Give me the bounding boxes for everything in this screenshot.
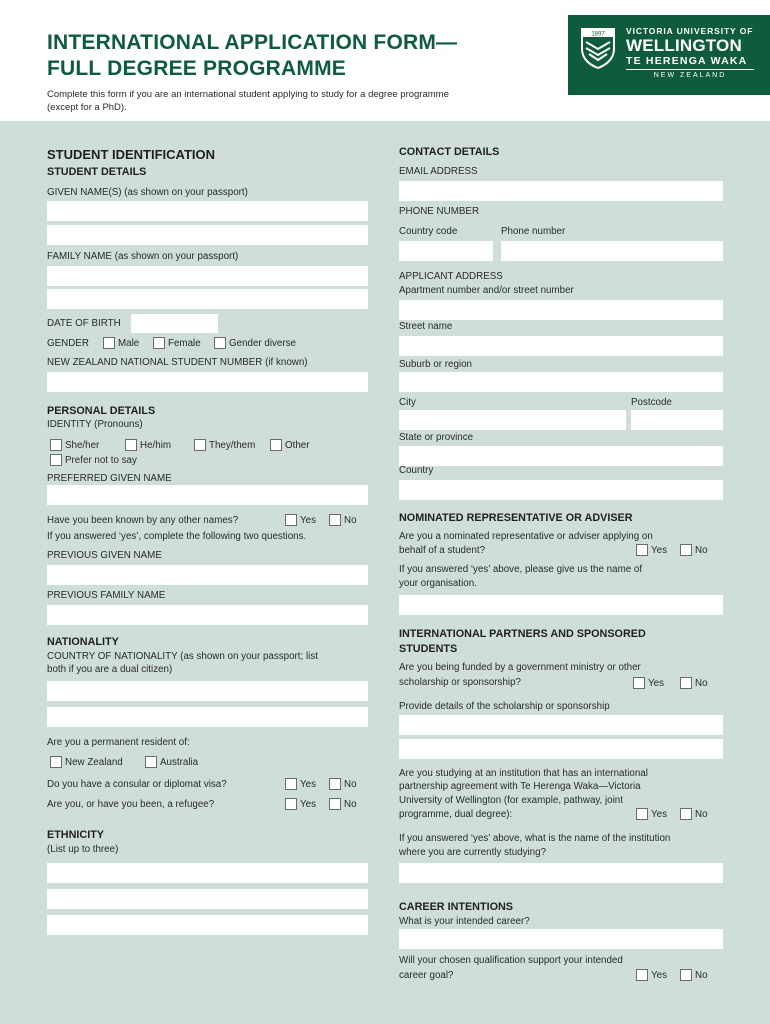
intl-partners-heading-line2: STUDENTS	[399, 643, 458, 655]
logo-line1: VICTORIA UNIVERSITY OF	[626, 26, 754, 36]
dob-label: DATE OF BIRTH	[47, 318, 121, 329]
pronoun-she-checkbox[interactable]	[50, 439, 62, 451]
gender-male-label: Male	[118, 338, 140, 349]
form-title	[47, 30, 457, 82]
preferred-given-name-field[interactable]	[47, 485, 368, 505]
nsn-field[interactable]	[47, 372, 368, 392]
country-code-field[interactable]	[399, 241, 493, 261]
city-label: City	[399, 397, 416, 408]
logo-line4: NEW ZEALAND	[653, 72, 727, 79]
career-support-yes-checkbox[interactable]	[636, 969, 648, 981]
form-header	[0, 0, 770, 121]
logo-line2: WELLINGTON	[626, 36, 742, 55]
apartment-field[interactable]	[399, 300, 723, 320]
partner-question-line4: programme, dual degree):	[399, 809, 513, 820]
university-logo	[568, 15, 770, 95]
pronoun-he-checkbox[interactable]	[125, 439, 137, 451]
nominated-no-checkbox[interactable]	[680, 544, 692, 556]
country-nationality-label-line1: COUNTRY OF NATIONALITY (as shown on your passport; list	[47, 651, 318, 662]
consular-visa-question: Do you have a consular or diplomat visa?	[47, 779, 227, 790]
funded-no-label: No	[695, 678, 708, 689]
logo-divider	[626, 69, 754, 70]
previous-family-name-label: PREVIOUS FAMILY NAME	[47, 590, 166, 601]
refugee-no-checkbox[interactable]	[329, 798, 341, 810]
pronoun-prefer-not-checkbox[interactable]	[50, 454, 62, 466]
career-support-no-label: No	[695, 970, 708, 981]
phone-number-label: Phone number	[501, 226, 566, 237]
phone-label: PHONE NUMBER	[399, 206, 480, 217]
ethnicity-field-1[interactable]	[47, 863, 368, 883]
ethnicity-note: (List up to three)	[47, 844, 119, 855]
city-field[interactable]	[399, 410, 626, 430]
suburb-field[interactable]	[399, 372, 723, 392]
nationality-field-2[interactable]	[47, 707, 368, 727]
gender-female-label: Female	[168, 338, 201, 349]
pronoun-they-checkbox[interactable]	[194, 439, 206, 451]
pronoun-he-label: He/him	[140, 440, 172, 451]
pr-nz-checkbox[interactable]	[50, 756, 62, 768]
contact-details-heading: CONTACT DETAILS	[399, 146, 500, 158]
pr-australia-checkbox[interactable]	[145, 756, 157, 768]
previous-family-name-field[interactable]	[47, 605, 368, 625]
given-names-field-2[interactable]	[47, 225, 368, 245]
scholarship-field-2[interactable]	[399, 739, 723, 759]
form-intro-line2: (except for a PhD).	[47, 101, 127, 113]
consular-visa-yes-checkbox[interactable]	[285, 778, 297, 790]
known-other-names-yes-label: Yes	[300, 515, 316, 526]
preferred-given-name-label: PREFERRED GIVEN NAME	[47, 473, 172, 484]
consular-visa-no-checkbox[interactable]	[329, 778, 341, 790]
nationality-heading: NATIONALITY	[47, 636, 119, 648]
nominated-yes-label: Yes	[651, 545, 667, 556]
form-title-line1: INTERNATIONAL APPLICATION FORM—	[47, 31, 458, 54]
consular-visa-no-label: No	[344, 779, 357, 790]
nominated-note-line1: If you answered ‘yes’ above, please give us the name of	[399, 564, 643, 575]
nominated-question-line2: behalf of a student?	[399, 545, 486, 556]
partner-question-line3: University of Wellington (for example, pathway, joint	[399, 795, 623, 806]
form-title-line2: FULL DEGREE PROGRAMME	[47, 57, 346, 80]
gender-diverse-checkbox[interactable]	[214, 337, 226, 349]
pronoun-other-checkbox[interactable]	[270, 439, 282, 451]
known-other-names-no-label: No	[344, 515, 357, 526]
apartment-label: Apartment number and/or street number	[399, 285, 574, 296]
pronoun-they-label: They/them	[209, 440, 256, 451]
previous-given-name-label: PREVIOUS GIVEN NAME	[47, 550, 162, 561]
refugee-yes-checkbox[interactable]	[285, 798, 297, 810]
form-body	[0, 121, 770, 1024]
funded-yes-checkbox[interactable]	[633, 677, 645, 689]
ethnicity-heading: ETHNICITY	[47, 829, 104, 841]
identity-label: IDENTITY (Pronouns)	[47, 419, 143, 430]
given-names-label: GIVEN NAME(S) (as shown on your passport)	[47, 187, 248, 198]
country-field[interactable]	[399, 480, 723, 500]
intended-career-question: What is your intended career?	[399, 916, 530, 927]
student-details-heading: STUDENT DETAILS	[47, 166, 147, 178]
scholarship-details-label: Provide details of the scholarship or sponsorship	[399, 701, 610, 712]
institution-question-line1: If you answered ‘yes’ above, what is the name of the institution	[399, 833, 671, 844]
postcode-label: Postcode	[631, 397, 672, 408]
postcode-field[interactable]	[631, 410, 723, 430]
partner-no-label: No	[695, 809, 708, 820]
refugee-no-label: No	[344, 799, 357, 810]
logo-line3: TE HERENGA WAKA	[626, 55, 748, 67]
gender-diverse-label: Gender diverse	[229, 338, 296, 349]
partner-no-checkbox[interactable]	[680, 808, 692, 820]
pr-australia-label: Australia	[160, 757, 199, 768]
previous-given-name-field[interactable]	[47, 565, 368, 585]
university-crest-icon	[580, 27, 616, 69]
applicant-address-label: APPLICANT ADDRESS	[399, 271, 503, 282]
partner-question-line2: partnership agreement with Te Herenga Waka—Victoria	[399, 781, 641, 792]
pronoun-she-label: She/her	[65, 440, 100, 451]
institution-question-line2: where you are currently studying?	[399, 847, 547, 858]
email-field[interactable]	[399, 181, 723, 201]
permanent-resident-question: Are you a permanent resident of:	[47, 737, 190, 748]
form-intro	[47, 89, 527, 114]
street-field[interactable]	[399, 336, 723, 356]
funded-no-checkbox[interactable]	[680, 677, 692, 689]
country-label: Country	[399, 465, 434, 476]
intended-career-field[interactable]	[399, 929, 723, 949]
family-name-field-2[interactable]	[47, 289, 368, 309]
pronoun-prefer-not-label: Prefer not to say	[65, 455, 137, 466]
pronoun-other-label: Other	[285, 440, 310, 451]
refugee-question: Are you, or have you been, a refugee?	[47, 799, 215, 810]
funded-yes-label: Yes	[648, 678, 664, 689]
country-code-label: Country code	[399, 226, 458, 237]
family-name-label: FAMILY NAME (as shown on your passport)	[47, 251, 239, 262]
refugee-yes-label: Yes	[300, 799, 316, 810]
nominated-rep-heading: NOMINATED REPRESENTATIVE OR ADVISER	[399, 512, 633, 524]
ethnicity-field-3[interactable]	[47, 915, 368, 935]
partner-yes-label: Yes	[651, 809, 667, 820]
partner-yes-checkbox[interactable]	[636, 808, 648, 820]
career-intentions-heading: CAREER INTENTIONS	[399, 901, 513, 913]
gender-male-checkbox[interactable]	[103, 337, 115, 349]
scholarship-field-1[interactable]	[399, 715, 723, 735]
dob-field[interactable]	[131, 314, 218, 333]
funded-question-line2: scholarship or sponsorship?	[399, 677, 521, 688]
state-field[interactable]	[399, 446, 723, 466]
career-support-yes-label: Yes	[651, 970, 667, 981]
known-other-names-no-checkbox[interactable]	[329, 514, 341, 526]
state-label: State or province	[399, 432, 474, 443]
career-support-question-line1: Will your chosen qualification support your intended	[399, 955, 623, 966]
funded-question-line1: Are you being funded by a government ministry or other	[399, 662, 641, 673]
consular-visa-yes-label: Yes	[300, 779, 316, 790]
email-label: EMAIL ADDRESS	[399, 166, 478, 177]
nominated-note-line2: your organisation.	[399, 578, 477, 589]
known-other-names-question: Have you been known by any other names?	[47, 515, 239, 526]
country-nationality-label-line2: both if you are a dual citizen)	[47, 664, 173, 675]
phone-number-field[interactable]	[501, 241, 723, 261]
section-student-identification: STUDENT IDENTIFICATION	[47, 147, 216, 162]
organisation-field[interactable]	[399, 595, 723, 615]
gender-female-checkbox[interactable]	[153, 337, 165, 349]
nominated-no-label: No	[695, 545, 708, 556]
ethnicity-field-2[interactable]	[47, 889, 368, 909]
known-other-names-yes-checkbox[interactable]	[285, 514, 297, 526]
suburb-label: Suburb or region	[399, 359, 472, 370]
gender-label: GENDER	[47, 338, 89, 349]
personal-details-heading: PERSONAL DETAILS	[47, 405, 156, 417]
given-names-field-1[interactable]	[47, 201, 368, 221]
nominated-question-line1: Are you a nominated representative or adviser applying on	[399, 531, 653, 542]
partner-question-line1: Are you studying at an institution that has an international	[399, 768, 648, 779]
known-other-names-note: If you answered ‘yes’, complete the following two questions.	[47, 531, 307, 542]
nationality-field-1[interactable]	[47, 681, 368, 701]
nsn-label: NEW ZEALAND NATIONAL STUDENT NUMBER (if known)	[47, 357, 308, 368]
nominated-yes-checkbox[interactable]	[636, 544, 648, 556]
form-intro-line1: Complete this form if you are an international student applying to study for a degree programme	[47, 89, 449, 100]
career-support-no-checkbox[interactable]	[680, 969, 692, 981]
family-name-field-1[interactable]	[47, 266, 368, 286]
intl-partners-heading-line1: INTERNATIONAL PARTNERS AND SPONSORED	[399, 628, 646, 640]
crest-year: 1897	[591, 31, 605, 38]
career-support-question-line2: career goal?	[399, 970, 454, 981]
pr-nz-label: New Zealand	[65, 757, 123, 768]
street-label: Street name	[399, 321, 453, 332]
institution-field[interactable]	[399, 863, 723, 883]
